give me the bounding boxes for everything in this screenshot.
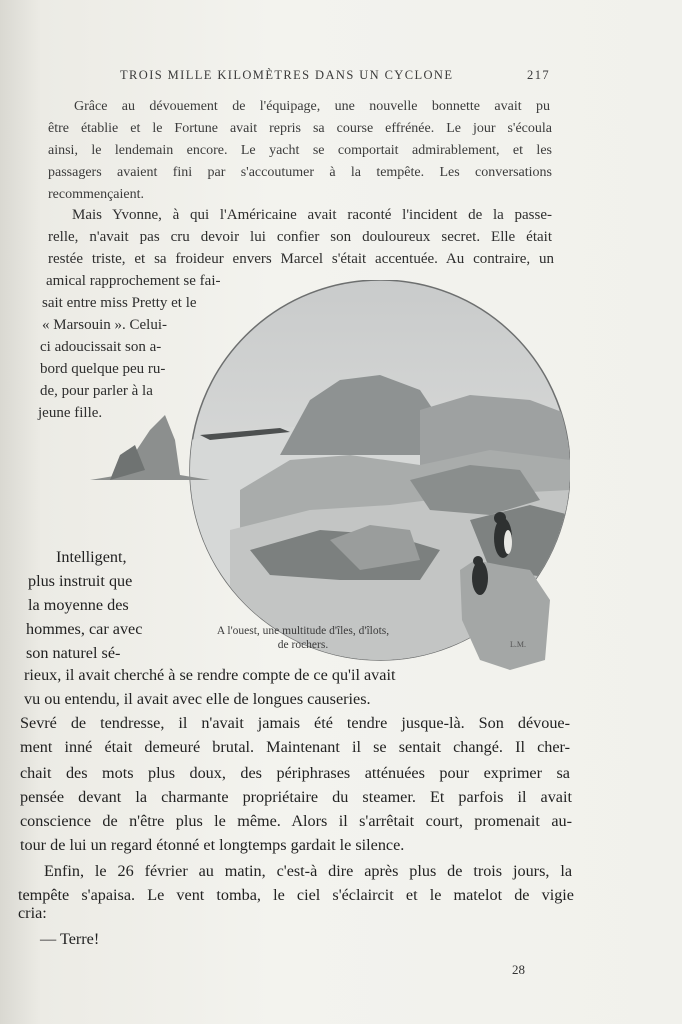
text-line: ci adoucissait son a-	[40, 339, 162, 355]
text-line: Grâce au dévouement de l'équipage, une nouvelle bonnette avait pu	[74, 99, 550, 114]
text-line: restée triste, et sa froideur envers Marcel s'était accentuée. Au contraire, un	[48, 251, 554, 267]
text-line: conscience de n'être plus le même. Alors il s'arrêtait court, promenait au-	[20, 812, 572, 830]
text-line: — Terre!	[40, 930, 100, 948]
text-line: relle, n'avait pas cru devoir lui confier son douloureux secret. Elle était	[48, 229, 552, 245]
text-line: sait entre miss Pretty et le	[42, 295, 197, 311]
text-line: amical rapprochement se fai-	[46, 273, 221, 289]
text-line: pensée devant la charmante propriétaire du steamer. Et parfois il avait	[20, 788, 572, 806]
text-line: « Marsouin ». Celui-	[42, 317, 167, 333]
signature-mark: 28	[512, 962, 525, 977]
text-line: rieux, il avait cherché à se rendre compte de ce qu'il avait	[24, 666, 396, 684]
text-line: plus instruit que	[28, 572, 133, 590]
text-line: Intelligent,	[56, 548, 127, 566]
text-line: cria:	[18, 904, 47, 922]
running-header	[120, 68, 550, 83]
text-line: chait des mots plus doux, des périphrases atténuées pour exprimer sa	[20, 764, 570, 782]
page-number: 217	[527, 68, 550, 82]
illustration-caption: A l'ouest, une multitude d'îles, d'îlots, de rochers.	[216, 625, 390, 651]
text-line: Mais Yvonne, à qui l'Américaine avait raconté l'incident de la passe-	[72, 207, 552, 223]
text-line: être établie et le Fortune avait repris sa course effrénée. Le jour s'écoula	[48, 121, 552, 136]
island-illustration	[90, 280, 570, 680]
running-title: TROIS MILLE KILOMÈTRES DANS UN CYCLONE	[120, 68, 454, 82]
text-line: vu ou entendu, il avait avec elle de longues causeries.	[24, 690, 371, 708]
text-line: son naturel sé-	[26, 644, 121, 662]
text-line: passagers avaient fini par s'accoutumer à la tempête. Les conversations	[48, 165, 552, 180]
text-line: jeune fille.	[38, 405, 103, 421]
text-line: Enfin, le 26 février au matin, c'est-à dire après plus de trois jours, la	[44, 862, 572, 880]
text-line: la moyenne des	[28, 596, 129, 614]
text-line: hommes, car avec	[26, 620, 143, 638]
text-line: tempête s'apaisa. Le vent tomba, le ciel s'éclaircit et le matelot de vigie	[18, 886, 574, 904]
text-line: bord quelque peu ru-	[40, 361, 166, 377]
text-line: de, pour parler à la	[40, 383, 153, 399]
text-line: recommençaient.	[48, 187, 145, 202]
text-line: tour de lui un regard étonné et longtemps gardait le silence.	[20, 836, 405, 854]
text-line: Sevré de tendresse, il n'avait jamais été tendre jusque-là. Son dévoue-	[20, 714, 570, 732]
text-line: ainsi, le lendemain encore. Le yacht se comportait admirablement, et les	[48, 143, 552, 158]
artist-signature: L.M.	[510, 640, 526, 649]
text-line: ment inné était demeuré brutal. Maintenant il se sentait changé. Il cher-	[20, 738, 570, 756]
